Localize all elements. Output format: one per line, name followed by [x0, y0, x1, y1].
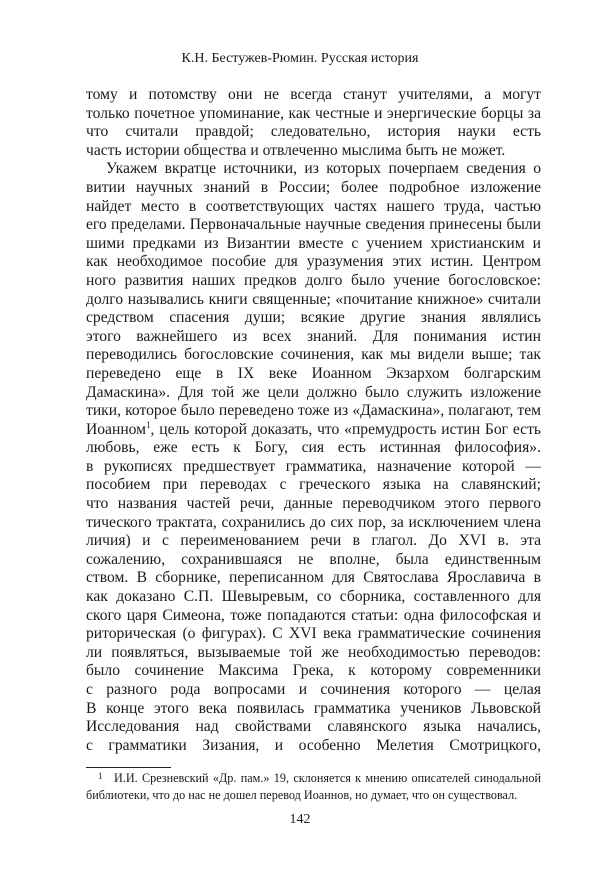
running-header: К.Н. Бестужев-Рюмин. Русская история: [181, 51, 419, 66]
text-line: ского царя Симеона, тоже попадаются статьи: одна философская и: [86, 606, 541, 624]
text-line: переведено еще в IX веке Иоанном Экзархом болгарским: [86, 364, 541, 382]
text-line: тики, которое было переведено тоже из «Дамаскина», полагают, тем: [86, 402, 541, 420]
text-line: витии научных знаний в России; более подробное изложение: [86, 178, 541, 196]
text-line: в рукописях предшествует грамматика, назначение которой —: [86, 457, 541, 475]
text-line: что считали правдой; следовательно, история науки есть: [86, 123, 541, 141]
text-line: только почетное упоминание, как честные и энергические борцы за: [86, 104, 541, 122]
footnote-reference[interactable]: 1: [146, 420, 151, 430]
footnote-text: И.И. Срезневский «Др. пам.» 19, склоняется к мнению описателей синодальной: [114, 771, 541, 785]
text-line: этого важнейшего из всех знаний. Для понимания истин: [86, 327, 541, 345]
text-line: личия) и с переименованием речи в глагол. До XVI в. эта: [86, 532, 541, 550]
text-line: Исследования над свойствами славянского языка начались,: [86, 718, 541, 736]
text-line: средством спасения души; всякие другие знания являлись: [86, 309, 541, 327]
body-text: [86, 86, 541, 755]
text-line: В конце этого века появилась грамматика учеников Львовской: [86, 699, 541, 717]
text-line: сожалению, сохранившаяся не вполне, была единственным: [86, 550, 541, 568]
text-line: ного развития наших предков долго было учение богословское:: [86, 271, 541, 289]
text-line: любовь, еже есть к Богу, сия есть истинная философия».: [86, 439, 541, 457]
text-line: [86, 421, 541, 440]
footnote-marker: 1: [98, 771, 103, 781]
text-line: Укажем вкратце источники, из которых почерпаем сведения о: [106, 160, 541, 178]
footnote-line: [86, 770, 541, 787]
page-number: 142: [289, 812, 311, 827]
text-line: долго назывались книги священные; «почитание книжное» считали: [86, 290, 541, 308]
text-line: было сочинение Максима Грека, к которому современники: [86, 662, 541, 680]
text-line: пособием при переводах с греческого языка на славянский;: [86, 476, 541, 494]
footnote: [86, 770, 541, 804]
text-line: найдет место в соответствующих частях нашего труда, частью: [86, 197, 541, 215]
text-line: ством. В сборнике, переписанном для Святослава Ярославича в: [86, 569, 541, 587]
text-line: с грамматики Зизания, и особенно Мелетия Смотрицкого,: [86, 736, 541, 754]
footnote-line: библиотеки, что до нас не дошел перевод Иоаннов, но думает, что он существовал.: [86, 788, 518, 802]
text-line: шими предками из Византии вместе с учением христианским и: [86, 234, 541, 252]
text-line: что названия частей речи, данные переводчиком этого первого: [86, 495, 541, 513]
text-line: с разного рода вопросами и сочинения которого — целая: [86, 681, 541, 698]
text-line: часть истории общества и отвлеченно мыслима быть не может.: [86, 141, 506, 159]
text-line: его пределами. Первоначальные научные сведения принесены были: [86, 216, 541, 234]
line-text: Иоанном: [86, 420, 147, 438]
text-line: Дамаскина». Для той же цели должно было служить изложение: [86, 383, 541, 401]
text-line: тому и потомству они не всегда станут учителями, а могут: [86, 86, 541, 103]
text-line: как необходимое пособие для уразумения этих истин. Центром: [86, 253, 541, 271]
footnote-divider: [86, 767, 171, 768]
text-line: тического трактата, сохранились до сих пор, за исключением члена: [86, 513, 541, 531]
text-line: как доказано С.П. Шевыревым, со сборника, составленного для: [86, 588, 541, 606]
line-text: , цель которой доказать, что «премудрость истин Бог есть: [150, 420, 541, 438]
text-line: переводились богословские сочинения, как мы видели выше; так: [86, 346, 541, 364]
text-line: ли появляться, вызываемые той же необходимостью переводов:: [86, 643, 541, 661]
text-line: риторическая (о фигурах). С XVI века грамматические сочинения: [86, 625, 541, 643]
